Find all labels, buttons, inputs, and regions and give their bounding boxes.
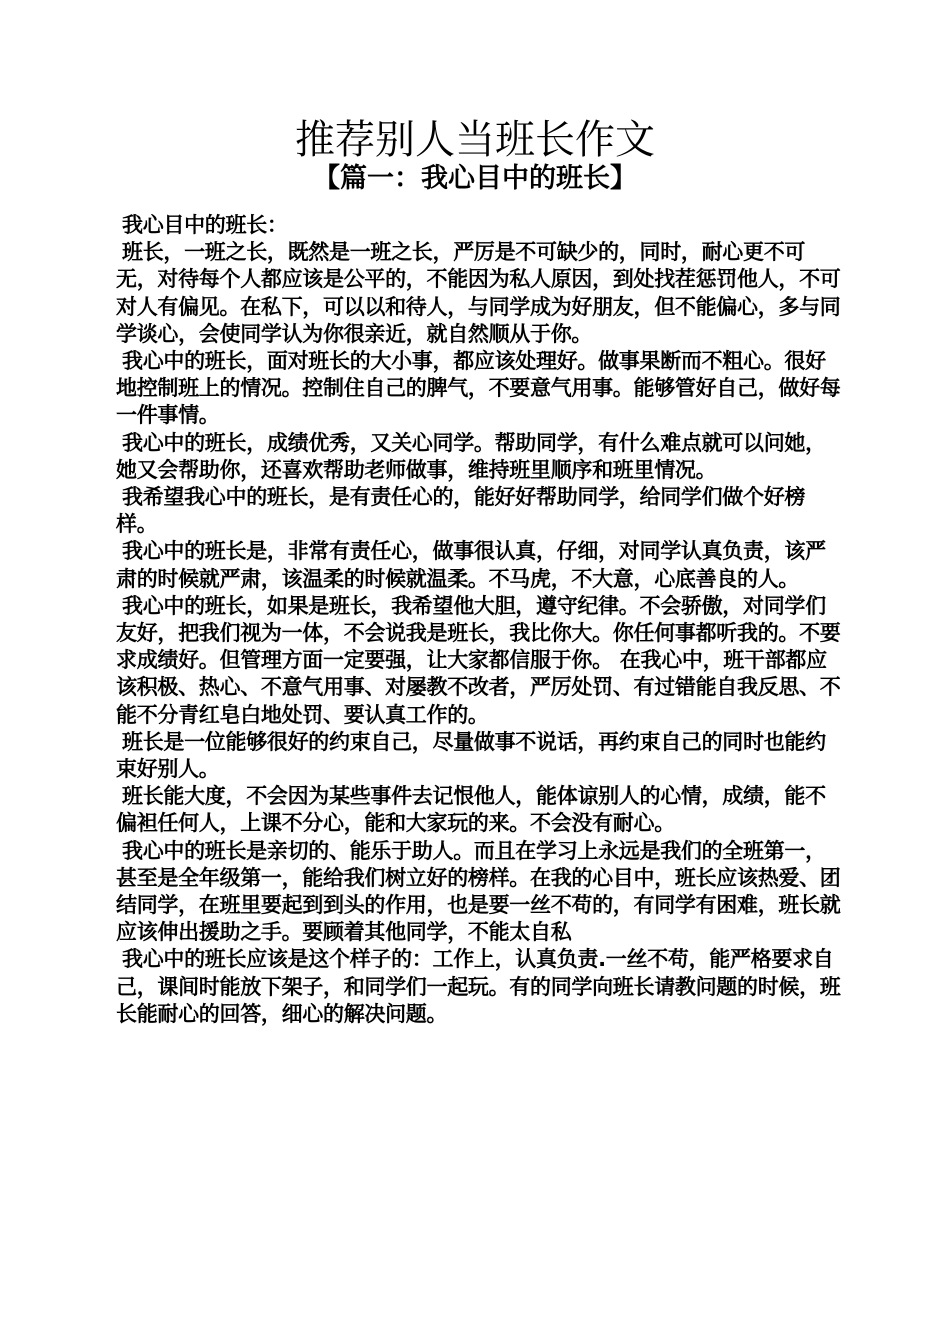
paragraph: 我心中的班长是亲切的、能乐于助人。而且在学习上永远是我们的全班第一，甚至是全年级第一，能给我们树立好的榜样。在我的心目中，班长应该热爱、团结同学，在班里要起到到头的作用，也是要一丝不苟的，有同学有困难，班长就应该伸出援助之手。要顾着其他同学，不能太自私 — [116, 838, 841, 945]
paragraph: 我心中的班长是，非常有责任心，做事很认真，仔细，对同学认真负责，该严肃的时候就严肃，该温柔的时候就温柔。不马虎，不大意，心底善良的人。 — [116, 539, 826, 591]
document-subtitle: 【篇一：我心目中的班长】 — [313, 163, 637, 194]
paragraph: 我希望我心中的班长，是有责任心的，能好好帮助同学，给同学们做个好榜样。 — [116, 485, 806, 537]
paragraph: 班长是一位能够很好的约束自己，尽量做事不说话，再约束自己的同时也能约束好别人。 — [116, 729, 826, 782]
paragraph: 班长，一班之长，既然是一班之长，严厉是不可缺少的，同时，耐心更不可无，对待每个人都应该是公平的，不能因为私人原因，到处找茬惩罚他人，不可对人有偏见。在私下，可以以和待人，与同学成为好朋友，但不能偏心，多与同学谈心，会使同学认为你很亲近，就自然顺从于你。 — [116, 240, 841, 346]
paragraph: 我心中的班长，如果是班长，我希望他大胆，遵守纪律。不会骄傲，对同学们友好，把我们视为一体，不会说我是班长，我比你大。你任何事都听我的。不要求成绩好。但管理方面一定要强，让大家都信服于你。 在我心中，班干部都应该积极、热心、不意气用事、对屡教不改者，严厉处罚、有过错能自我反思、不能不分青红皂白地处罚、要认真工作的。 — [116, 593, 841, 727]
paragraph: 我心目中的班长： — [122, 213, 288, 237]
paragraph: 班长能大度，不会因为某些事件去记恨他人，能体谅别人的心情，成绩，能不偏袒任何人，上课不分心，能和大家玩的来。不会没有耐心。 — [116, 784, 826, 836]
document-title: 推荐别人当班长作文 — [295, 117, 655, 163]
document-body — [116, 212, 846, 1028]
paragraph: 我心中的班长，面对班长的大小事，都应该处理好。做事果断而不粗心。很好地控制班上的情况。控制住自己的脾气，不要意气用事。能够管好自己，做好每一件事情。 — [116, 349, 841, 428]
paragraph: 我心中的班长，成绩优秀，又关心同学。帮助同学，有什么难点就可以问她，她又会帮助你，还喜欢帮助老师做事，维持班里顺序和班里情况。 — [116, 430, 826, 482]
paragraph: 我心中的班长应该是这个样子的：工作上，认真负责.一丝不苟，能严格要求自己，课间时能放下架子，和同学们一起玩。有的同学向班长请教问题的时候，班长能耐心的回答，细心的解决问题。 — [116, 947, 841, 1026]
